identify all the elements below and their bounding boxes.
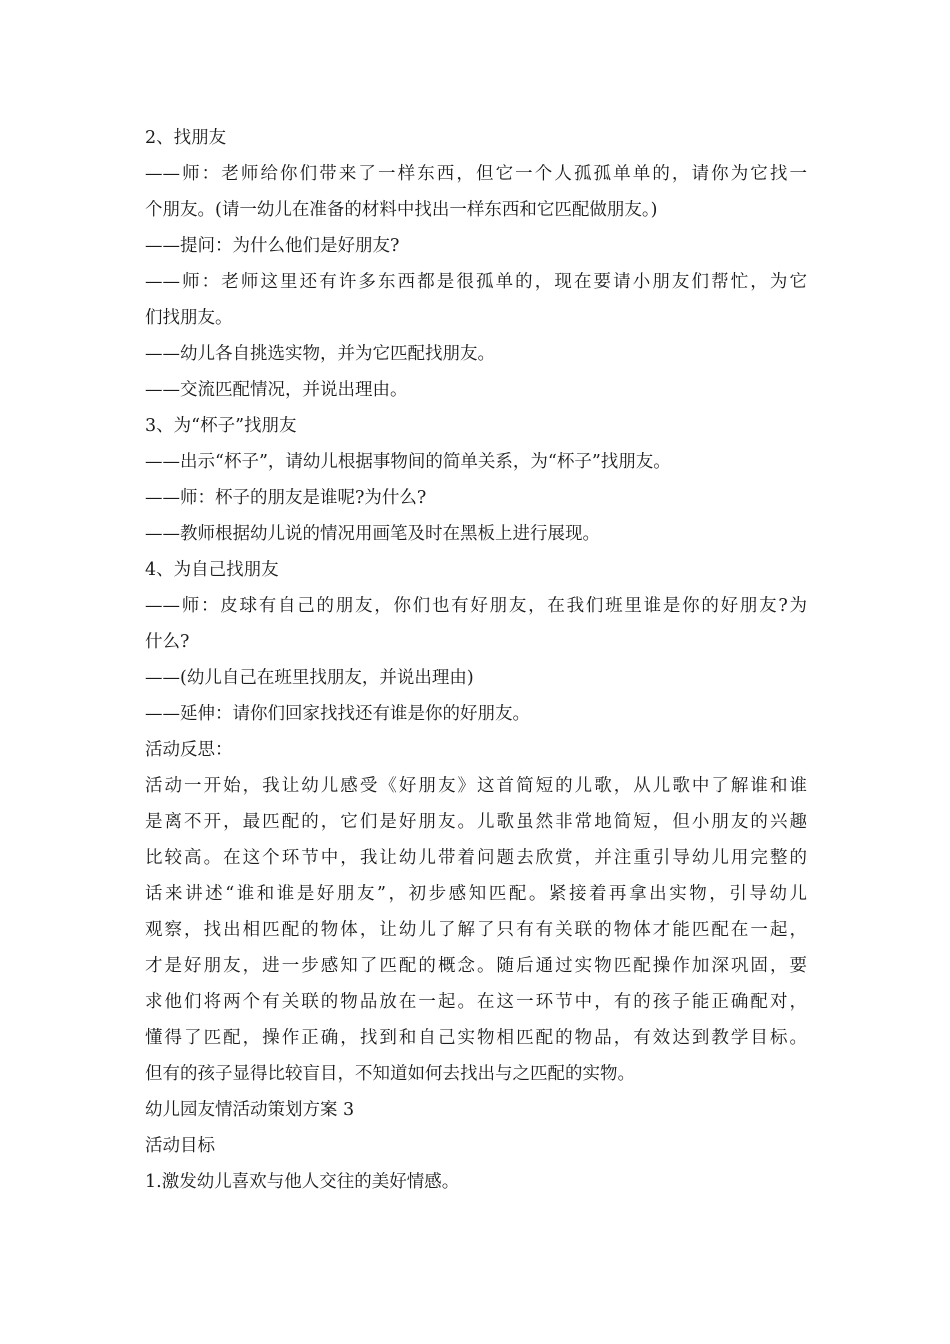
text-line: ——教师根据幼儿说的情况用画笔及时在黑板上进行展现。	[145, 524, 600, 544]
text-line: ——师：皮球有自己的朋友，你们也有好朋友，在我们班里谁是你的好朋友?为	[145, 596, 807, 616]
text-line: 活动反思：	[145, 740, 233, 760]
text-line: 比较高。在这个环节中，我让幼儿带着问题去欣赏，并注重引导幼儿用完整的	[145, 848, 807, 868]
document-body	[145, 120, 807, 1200]
text-line: 才是好朋友，进一步感知了匹配的概念。随后通过实物匹配操作加深巩固，要	[145, 956, 807, 976]
text-line: 是离不开，最匹配的，它们是好朋友。儿歌虽然非常地简短，但小朋友的兴趣	[145, 812, 807, 832]
text-line: ——师：老师给你们带来了一样东西，但它一个人孤孤单单的，请你为它找一	[145, 164, 807, 184]
text-line: 们找朋友。	[145, 308, 233, 328]
text-line: 3、为“杯子”找朋友	[145, 416, 297, 436]
text-line: ——延伸：请你们回家找找还有谁是你的好朋友。	[145, 704, 530, 724]
text-line: 幼儿园友情活动策划方案 3	[145, 1100, 355, 1120]
text-line: ——交流匹配情况，并说出理由。	[145, 380, 408, 400]
text-line: 2、找朋友	[145, 128, 227, 148]
text-line: 求他们将两个有关联的物品放在一起。在这一环节中，有的孩子能正确配对，	[145, 992, 807, 1012]
text-line: 活动一开始，我让幼儿感受《好朋友》这首简短的儿歌，从儿歌中了解谁和谁	[145, 776, 807, 796]
text-line: 4、为自己找朋友	[145, 560, 279, 580]
text-line: ——(幼儿自己在班里找朋友，并说出理由)	[145, 668, 474, 688]
text-line: 什么?	[145, 632, 190, 652]
text-line: 懂得了匹配，操作正确，找到和自己实物相匹配的物品，有效达到教学目标。	[145, 1028, 807, 1048]
text-line: 活动目标	[145, 1136, 215, 1156]
text-line: 观察，找出相匹配的物体，让幼儿了解了只有有关联的物体才能匹配在一起，	[145, 920, 807, 940]
text-line: 个朋友。(请一幼儿在准备的材料中找出一样东西和它匹配做朋友。)	[145, 200, 658, 220]
text-line: 话来讲述“谁和谁是好朋友”，初步感知匹配。紧接着再拿出实物，引导幼儿	[145, 884, 807, 904]
text-line: ——师：杯子的朋友是谁呢?为什么?	[145, 488, 427, 508]
text-line: 但有的孩子显得比较盲目，不知道如何去找出与之匹配的实物。	[145, 1064, 635, 1084]
text-line: 1.激发幼儿喜欢与他人交往的美好情感。	[145, 1172, 460, 1192]
text-line: ——师：老师这里还有许多东西都是很孤单的，现在要请小朋友们帮忙，为它	[145, 272, 807, 292]
text-line: ——提问：为什么他们是好朋友?	[145, 236, 400, 256]
text-line: ——出示“杯子”，请幼儿根据事物间的简单关系，为“杯子”找朋友。	[145, 452, 671, 472]
text-line: ——幼儿各自挑选实物，并为它匹配找朋友。	[145, 344, 495, 364]
